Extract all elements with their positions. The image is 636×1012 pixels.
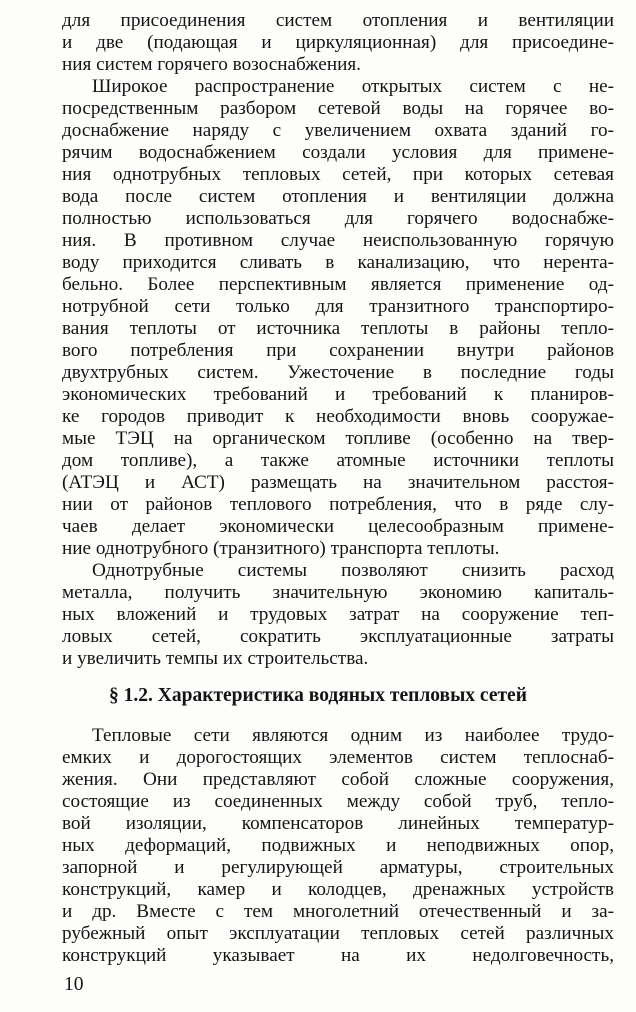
text-line: вода после систем отопления и вентиляции должна <box>62 186 614 207</box>
text-line: Однотрубные системы позволяют снизить расход <box>92 560 614 581</box>
text-line: конструкций указывает на их недолговечность, <box>62 945 614 966</box>
text-line: вой изоляции, компенсаторов линейных температур- <box>62 813 614 834</box>
text-line: ных вложений и трудовых затрат на сооружение теп- <box>62 604 614 625</box>
text-line: жения. Они представляют собой сложные сооружения, <box>62 769 614 790</box>
text-line: ных деформаций, подвижных и неподвижных опор, <box>62 835 614 856</box>
text-line: чаев делает экономически целесообразным примене- <box>62 516 614 537</box>
text-line: металла, получить значительную экономию капиталь- <box>62 582 614 603</box>
text-line: ке городов приводит к необходимости вновь сооружае- <box>62 406 614 427</box>
section-heading: § 1.2. Характеристика водяных тепловых сетей <box>109 685 527 706</box>
text-line: посредственным разбором сетевой воды на горячее во- <box>62 98 614 119</box>
text-line: запорной и регулирующей арматуры, строительных <box>62 857 614 878</box>
text-line: и др. Вместе с тем многолетний отечественный и за- <box>62 901 614 922</box>
text-line: ния систем горячего возоснабжения. <box>62 54 361 75</box>
text-line: нии от районов теплового потребления, что в ряде слу- <box>62 494 614 515</box>
text-line: вого потребления при сохранении внутри районов <box>62 340 614 361</box>
text-line: ловых сетей, сократить эксплуатационные затраты <box>62 626 614 647</box>
text-line: и увеличить темпы их строительства. <box>62 648 369 669</box>
text-line: бельно. Более перспективным является применение од- <box>62 274 614 295</box>
text-line: дом топливе), а также атомные источники теплоты <box>62 450 614 471</box>
text-line: (АТЭЦ и АСТ) размещать на значительном расстоя- <box>62 472 614 493</box>
text-line: полностью использоваться для горячего водоснабже- <box>62 208 614 229</box>
text-line: двухтрубных систем. Ужесточение в последние годы <box>62 362 614 383</box>
text-line: воду приходится сливать в канализацию, что нерента- <box>62 252 614 273</box>
text-line: состоящие из соединенных между собой труб, тепло- <box>62 791 614 812</box>
text-line: вания теплоты от источника теплоты в районы тепло- <box>62 318 614 339</box>
text-line: рячим водоснабжением создали условия для примене- <box>62 142 614 163</box>
text-line: Широкое распространение открытых систем с не- <box>92 76 614 97</box>
text-line: нотрубной сети только для транзитного транспортиро- <box>62 296 614 317</box>
text-line: ния. В противном случае неиспользованную горячую <box>62 230 614 251</box>
text-line: ние однотрубного (транзитного) транспорта теплоты. <box>62 538 500 559</box>
text-line: Тепловые сети являются одним из наиболее трудо- <box>92 725 614 746</box>
text-line: экономических требований и требований к планиров- <box>62 384 614 405</box>
text-line: доснабжение наряду с увеличением охвата зданий го- <box>62 120 614 141</box>
text-line: ния однотрубных тепловых сетей, при которых сетевая <box>62 164 614 185</box>
text-line: мые ТЭЦ на органическом топливе (особенно на твер- <box>62 428 614 449</box>
text-line: для присоединения систем отопления и вентиляции <box>62 10 614 31</box>
text-line: рубежный опыт эксплуатации тепловых сетей различных <box>62 923 614 944</box>
text-line: и две (подающая и циркуляционная) для присоедине- <box>62 32 614 53</box>
text-line: емких и дорогостоящих элементов систем теплоснаб- <box>62 747 614 768</box>
text-line: конструкций, камер и колодцев, дренажных устройств <box>62 879 614 900</box>
page-number: 10 <box>64 974 84 995</box>
